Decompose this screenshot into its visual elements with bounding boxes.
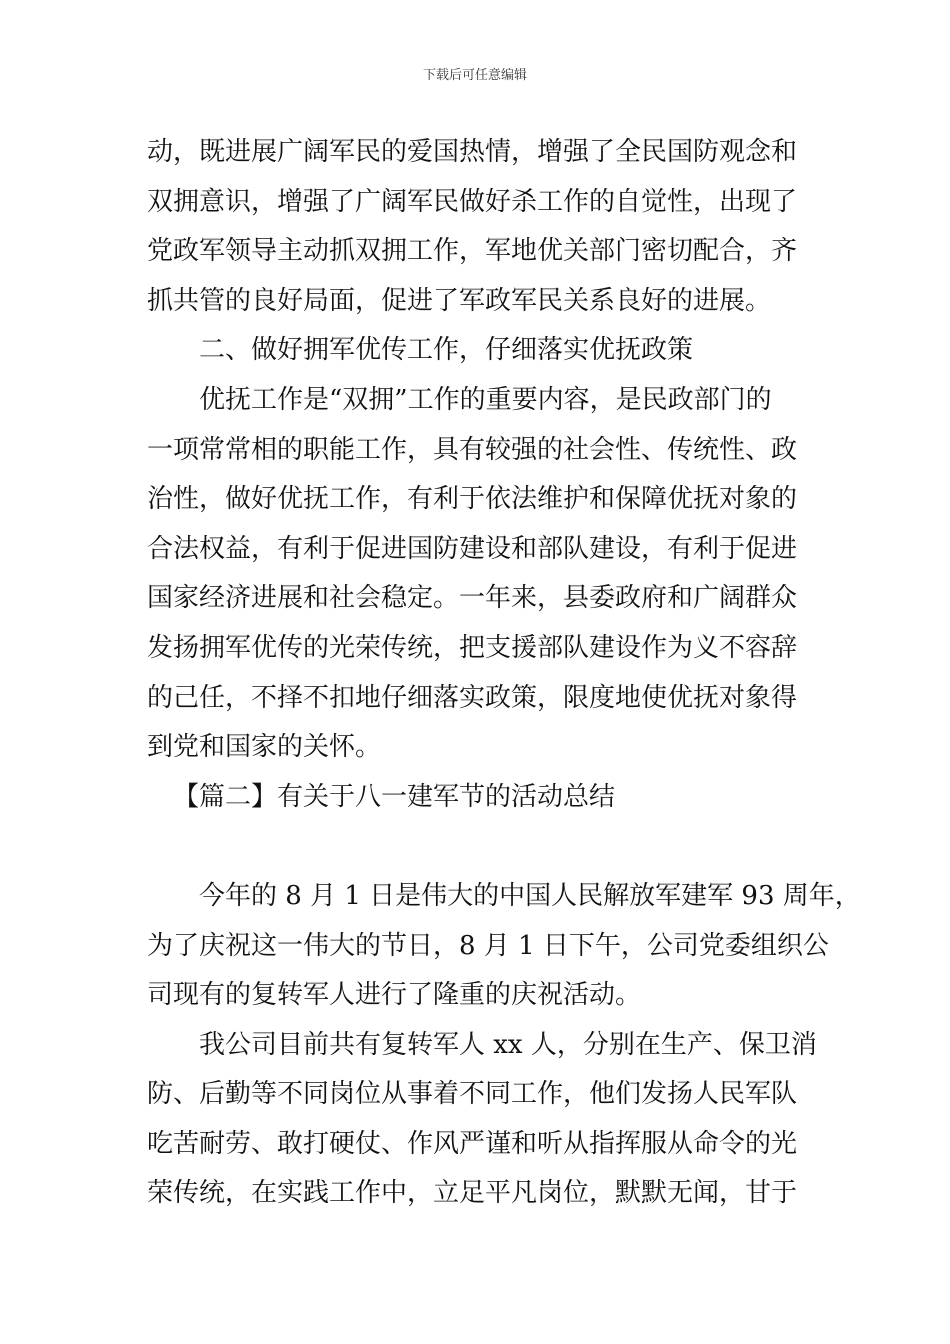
blank-line: [147, 822, 817, 872]
paragraph-line: 我公司目前共有复转军人 xx 人，分别在生产、保卫消: [199, 1029, 817, 1060]
paragraph-line: 发扬拥军优传的光荣传统，把支援部队建设作为义不容辞: [147, 632, 798, 663]
paragraph-line: 荣传统，在实践工作中，立足平凡岗位，默默无闻，甘于: [147, 1178, 798, 1209]
document-body: [147, 128, 861, 1219]
paragraph-line: 双拥意识，增强了广阔军民做好杀工作的自觉性，出现了: [147, 186, 798, 217]
paragraph-line: 防、后勤等不同岗位从事着不同工作，他们发扬人民军队: [147, 1079, 798, 1110]
paragraph-line: 的己任，不择不扣地仔细落实政策，限度地使优抚对象得: [147, 682, 798, 713]
paragraph-line: 为了庆祝这一伟大的节日，8 月 1 日下午，公司党委组织公: [147, 930, 829, 961]
page-header: 下载后可任意编辑: [422, 68, 527, 83]
paragraph-line: 一项常常相的职能工作，具有较强的社会性、传统性、政: [147, 434, 798, 465]
paragraph-line: 到党和国家的关怀。: [147, 732, 382, 763]
paragraph-line: 合法权益，有利于促进国防建设和部队建设，有利于促进: [147, 533, 798, 564]
paragraph-line: 国家经济进展和社会稳定。一年来，县委政府和广阔群众: [147, 583, 798, 614]
paragraph-line: 党政军领导主动抓双拥工作，军地优关部门密切配合，齐: [147, 236, 798, 267]
paragraph-line: 吃苦耐劳、敢打硬仗、作风严谨和听从指挥服从命令的光: [147, 1128, 798, 1159]
section-heading: 二、做好拥军优传工作，仔细落实优抚政策: [199, 335, 694, 366]
article-title: 【篇二】有关于八一建军节的活动总结: [173, 781, 616, 812]
paragraph-line: 动，既进展广阔军民的爱国热情，增强了全民国防观念和: [147, 137, 798, 167]
paragraph-line: 今年的 8 月 1 日是伟大的中国人民解放军建军 93 周年，: [199, 880, 861, 911]
paragraph-line: 治性，做好优抚工作，有利于依法维护和保障优抚对象的: [147, 484, 798, 515]
paragraph-line: 抓共管的良好局面，促进了军政军民关系良好的进展。: [147, 285, 772, 316]
paragraph-line: 司现有的复转军人进行了隆重的庆祝活动。: [147, 980, 642, 1011]
paragraph-line: 优抚工作是“双拥”工作的重要内容，是民政部门的: [199, 384, 772, 415]
